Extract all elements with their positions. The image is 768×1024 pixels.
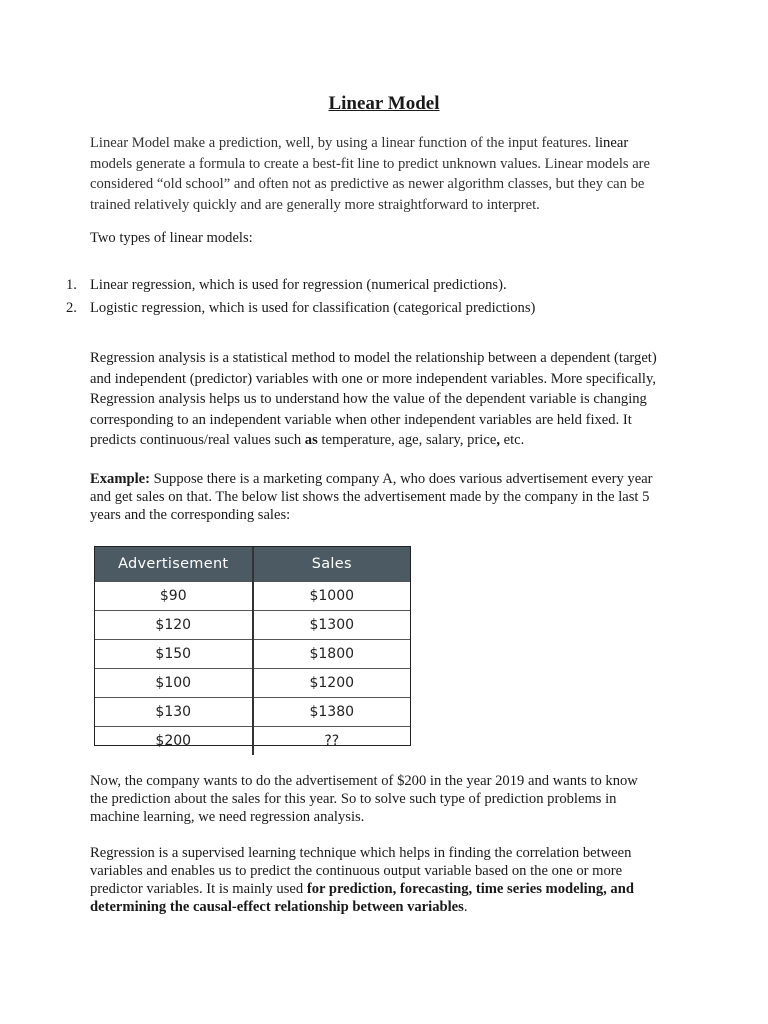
intro-line-2: models generate a formula to create a best-fit line to predict unknown values. Linear models are	[90, 155, 651, 172]
list-item: 1. Linear regression, which is used for regression (numerical predictions).	[66, 277, 507, 293]
table-row	[95, 640, 410, 669]
table-row	[95, 669, 410, 698]
page-title: Linear Model	[328, 93, 440, 114]
intro-line-4: trained relatively quickly and are generally more straightforward to interpret.	[90, 196, 540, 213]
example-label: Example:	[90, 471, 150, 487]
table-cell: ??	[253, 727, 411, 756]
table-row	[95, 611, 410, 640]
table-cell: $150	[95, 640, 253, 669]
column-header-advertisement: Advertisement	[95, 547, 253, 582]
intro-text-linear: linear	[594, 135, 629, 151]
supervised-paragraph: Regression is a supervised learning technique which helps in finding the correlation between variables and enables us to predict the continuous output variable based on the one or more predictor variables. It is mainly used for prediction, forecasting, time series modeling, and determining the causal-effect relationship between variables.	[90, 845, 634, 915]
table-cell: $200	[95, 727, 253, 756]
table-cell: $90	[95, 582, 253, 611]
table-row	[95, 727, 410, 756]
types-list	[66, 274, 535, 320]
table-row	[95, 698, 410, 727]
table-cell: $120	[95, 611, 253, 640]
intro-line-3: considered “old school” and often not as predictive as newer algorithm classes, but they can be	[90, 176, 645, 192]
table-cell: $1380	[253, 698, 411, 727]
table-row	[95, 582, 410, 611]
table-cell: $1000	[253, 582, 411, 611]
regression-paragraph: Regression analysis is a statistical method to model the relationship between a dependent (target) and independent (predictor) variables with one or more independent variables. More specifically, Regression analysis helps us to understand how the value of the dependent variable is changing corresponding to an independent variable when other independent variables are held fixed. It predicts continuous/real values such as temperature, age, salary, price, etc.	[90, 350, 657, 448]
list-item: 2. Logistic regression, which is used for classification (categorical predictions)	[66, 300, 536, 316]
advertisement-sales-table	[94, 546, 411, 749]
column-header-sales: Sales	[253, 547, 411, 582]
types-heading: Two types of linear models:	[90, 230, 253, 246]
table-cell: $1800	[253, 640, 411, 669]
intro-paragraph	[90, 133, 690, 215]
table-cell: $1300	[253, 611, 411, 640]
table-cell: $130	[95, 698, 253, 727]
prediction-paragraph: Now, the company wants to do the advertisement of $200 in the year 2019 and wants to know the prediction about the sales for this year. So to solve such type of prediction problems in machine learning, we need regression analysis.	[90, 773, 638, 825]
table-cell: $1200	[253, 669, 411, 698]
table-cell: $100	[95, 669, 253, 698]
example-paragraph: Example: Suppose there is a marketing company A, who does various advertisement every year and get sales on that. The below list shows the advertisement made by the company in the last 5 years and the corresponding sales:	[90, 471, 653, 523]
intro-text: Linear Model make a prediction, well, by using a linear function of the input features.	[90, 135, 595, 151]
